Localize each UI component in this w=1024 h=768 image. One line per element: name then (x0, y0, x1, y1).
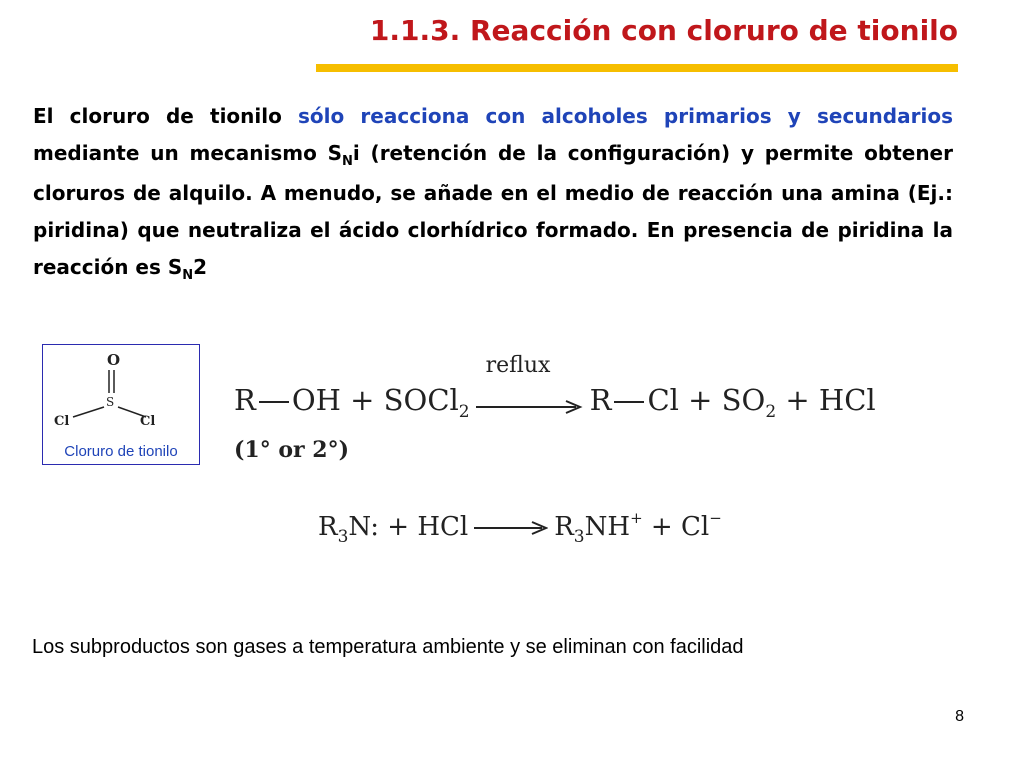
title-underline-bar (316, 64, 958, 72)
arrow-icon (474, 519, 548, 537)
eq1-oh: OH (291, 383, 341, 417)
eq1-bond-2 (614, 401, 644, 403)
eq2-hcl: HCl (417, 512, 469, 542)
eq1-so: SO (721, 383, 766, 417)
thionyl-chloride-diagram (43, 345, 199, 445)
para-highlight: sólo reacciona con alcoholes primarios y secundarios (298, 104, 953, 128)
para-subscript-1: N (342, 154, 353, 169)
eq2-cl-charge: − (709, 509, 722, 527)
atom-oxygen: O (107, 351, 121, 369)
eq1-plus-1: + (350, 383, 375, 417)
eq2-r-sub: 3 (337, 527, 349, 547)
eq1-arrow-label: reflux (485, 353, 551, 378)
atom-sulfur: S (106, 395, 115, 409)
eq2-nh-charge: + (630, 509, 643, 527)
eq2-r: R (318, 512, 338, 542)
footer-note: Los subproductos son gases a temperatura ambiente y se eliminan con facilidad (32, 636, 744, 658)
page-number: 8 (955, 708, 964, 725)
thionyl-chloride-structure (42, 344, 200, 465)
bond-s-cl-left (73, 407, 104, 417)
eq1-cl: Cl (647, 383, 679, 417)
eq2-nh: NH (584, 512, 631, 542)
para-text-3: i (retención de la configuración) y permite obtener cloruros de alquilo. A menudo, se añade en el medio de reacción una amina (Ej.: piridina) que neutraliza el ácido clorhídrico formado. En presencia de piridina la reacción es S (33, 141, 953, 279)
para-text-2: mediante un mecanismo S (33, 141, 343, 165)
eq1-reflux-arrow (476, 353, 584, 413)
intro-paragraph (33, 98, 953, 289)
eq1-hcl: HCl (818, 383, 876, 417)
slide-title: 1.1.3. Reacción con cloruro de tionilo (369, 14, 958, 47)
eq2-lone-pair: : (370, 512, 379, 542)
atom-chlorine-left: Cl (54, 414, 70, 429)
eq2-n: N (348, 512, 371, 542)
para-subscript-2: N (182, 268, 194, 283)
equation-amine-neutralization (318, 509, 722, 547)
eq2-r-product: R (554, 512, 574, 542)
eq1-bond-1 (259, 401, 289, 403)
para-text-1: El cloruro de tionilo (33, 104, 299, 128)
eq2-plus-2: + (650, 512, 673, 542)
eq1-plus-2: + (688, 383, 713, 417)
eq1-condition: (1° or 2°) (234, 437, 350, 463)
eq2-r-product-sub: 3 (573, 527, 585, 547)
eq2-plus-1: + (387, 512, 410, 542)
eq1-r: R (234, 383, 256, 417)
eq1-r-product: R (589, 383, 612, 417)
eq2-cl: Cl (680, 512, 710, 542)
eq1-socl: SOCl (383, 383, 459, 417)
eq1-plus-3: + (785, 383, 810, 417)
eq1-so-sub: 2 (765, 402, 777, 422)
structure-caption: Cloruro de tionilo (64, 443, 178, 460)
para-text-4: 2 (193, 255, 208, 279)
eq1-socl-sub: 2 (458, 402, 470, 422)
atom-chlorine-right: Cl (140, 414, 156, 429)
equation-alcohol-chlorination (234, 353, 876, 422)
arrow-icon (476, 396, 584, 418)
